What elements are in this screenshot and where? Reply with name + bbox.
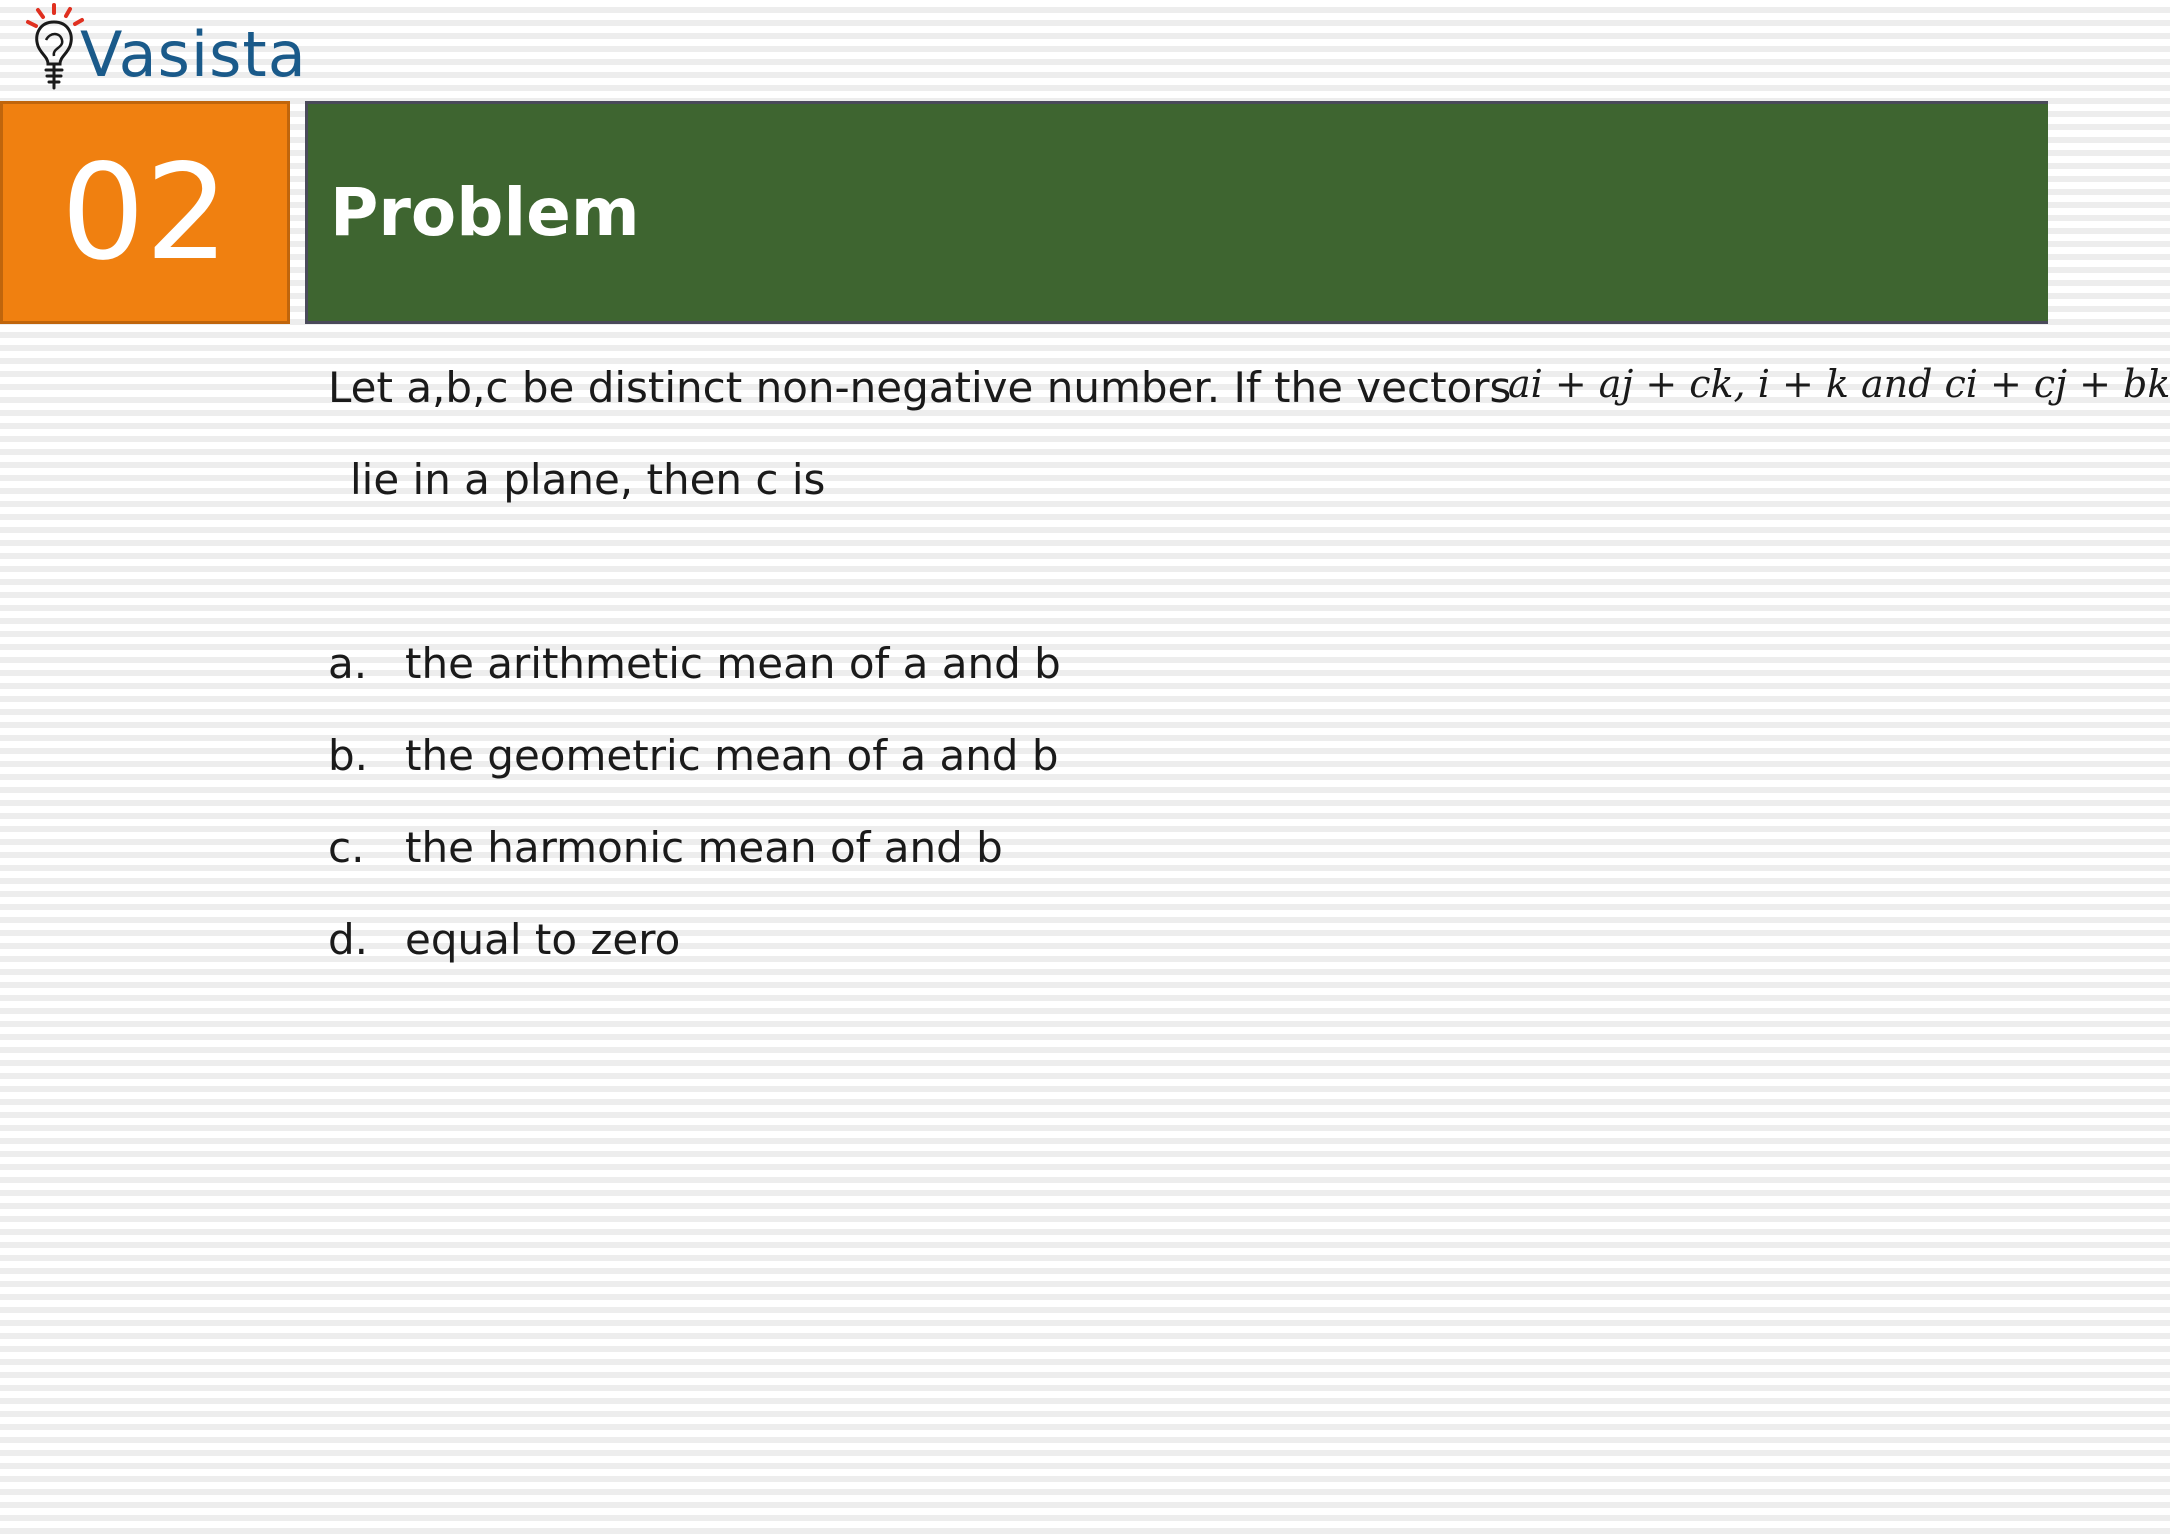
question-math-expression: ai + aj + ck, i + k and ci + cj + bk <box>1508 362 2170 406</box>
slide-number-box <box>0 101 290 324</box>
question-line-1: Let a,b,c be distinct non-negative number. If the vectors <box>328 363 1512 412</box>
option-letter: b. <box>328 731 369 780</box>
option-d <box>328 910 1528 1002</box>
slide-number: 02 <box>61 135 229 290</box>
option-text: the arithmetic mean of a and b <box>405 639 1061 688</box>
logo-text: Vasista <box>80 18 307 91</box>
question-line-2: lie in a plane, then c is <box>350 455 826 504</box>
option-letter: d. <box>328 915 369 964</box>
option-c <box>328 818 1528 910</box>
option-b <box>328 726 1528 818</box>
slide-title: Problem <box>330 174 640 251</box>
option-a <box>328 634 1528 726</box>
answer-options <box>328 634 1528 1002</box>
option-letter: a. <box>328 639 368 688</box>
option-text: the geometric mean of a and b <box>405 731 1059 780</box>
title-bar <box>305 101 2048 324</box>
option-text: equal to zero <box>405 915 681 964</box>
vasista-logo <box>18 2 307 96</box>
option-letter: c. <box>328 823 365 872</box>
option-text: the harmonic mean of and b <box>405 823 1003 872</box>
